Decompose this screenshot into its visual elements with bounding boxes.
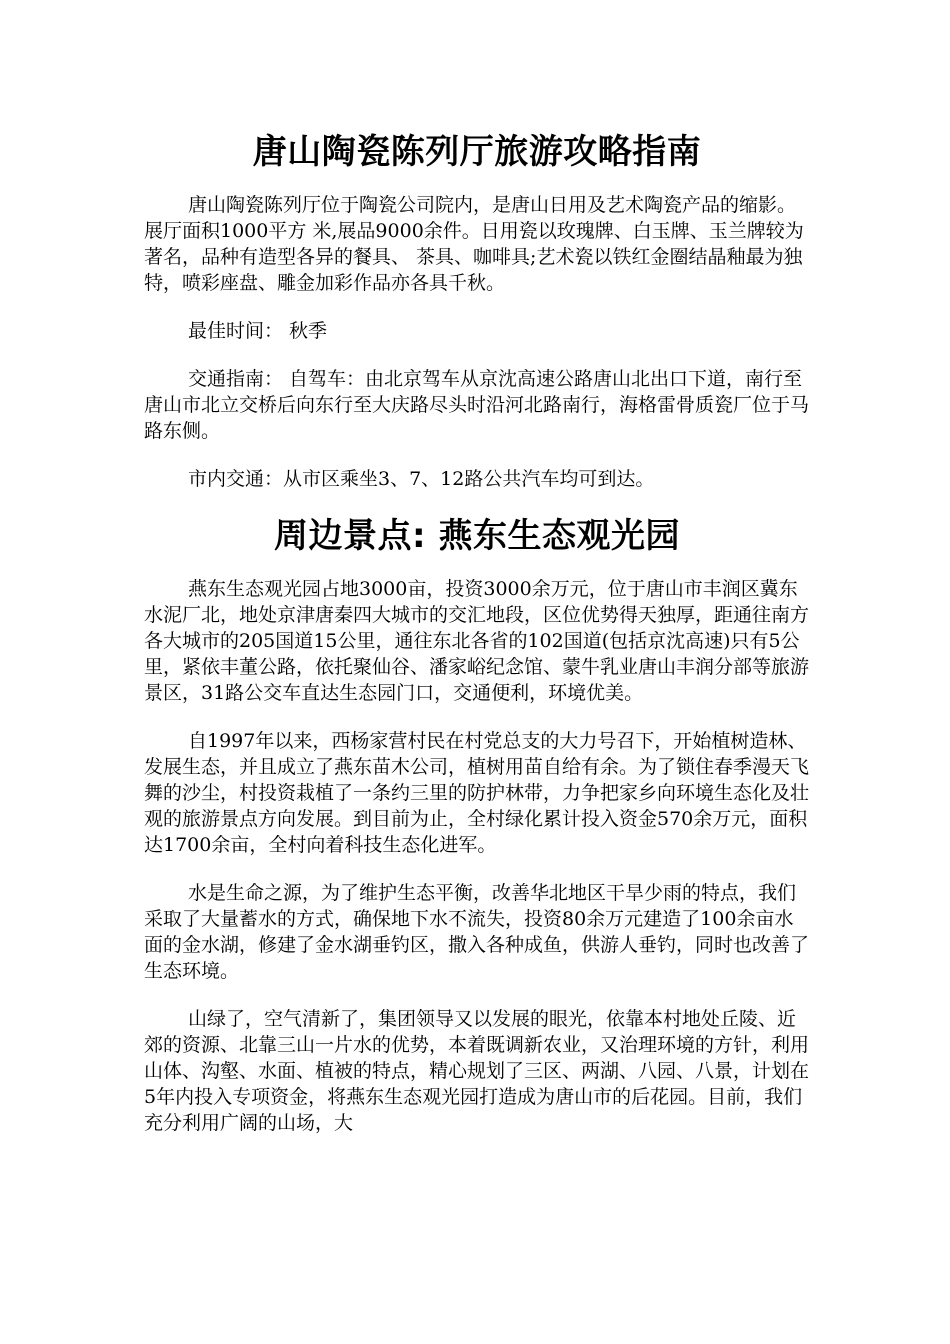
document-page bbox=[144, 0, 810, 1136]
best-time-paragraph: 最佳时间： 秋季 bbox=[188, 320, 328, 342]
body-paragraph-4: 山绿了，空气清新了，集团领导又以发展的眼光，依靠本村地处丘陵、近郊的资源、北靠三山一片水的优势，本着既调新农业，又治理环境的方针，利用山体、沟壑、水面、植被的特点，精心规划了三区、两湖、八园、八景，计划在5年内投入专项资金，将燕东生态观光园打造成为唐山市的后花园。目前，我们充分利用广阔的山场，大 bbox=[144, 1008, 810, 1134]
section-title: 周边景点: 燕东生态观光园 bbox=[274, 516, 680, 556]
body-paragraph-2: 自1997年以来，西杨家营村民在村党总支的大力号召下，开始植树造林、发展生态，并且成立了燕东苗木公司，植树用苗自给有余。为了锁住春季漫天飞舞的沙尘，村投资栽植了一条约三里的防护林带，力争把家乡向环境生态化及壮观的旅游景点方向发展。到目前为止，全村绿化累计投入资金570余万元，面积达1700余亩，全村向着科技生态化进军。 bbox=[144, 730, 810, 856]
page-title: 唐山陶瓷陈列厅旅游攻略指南 bbox=[252, 132, 702, 172]
body-paragraph-3: 水是生命之源，为了维护生态平衡，改善华北地区干旱少雨的特点，我们采取了大量蓄水的方式，确保地下水不流失，投资80余万元建造了100余亩水面的金水湖，修建了金水湖垂钓区，撒入各种成鱼，供游人垂钓，同时也改善了生态环境。 bbox=[144, 882, 810, 982]
intro-paragraph: 唐山陶瓷陈列厅位于陶瓷公司院内，是唐山日用及艺术陶瓷产品的缩影。展厅面积1000平方 米,展品9000余件。日用瓷以玫瑰牌、白玉牌、玉兰牌较为著名，品种有造型各异的餐具、 茶具、咖啡具;艺术瓷以铁红金圈结晶釉最为独特，喷彩座盘、雕金加彩作品亦各具千秋。 bbox=[144, 194, 804, 294]
city-transport-paragraph: 市内交通：从市区乘坐3、7、12路公共汽车均可到达。 bbox=[188, 468, 655, 490]
transport-paragraph: 交通指南： 自驾车：由北京驾车从京沈高速公路唐山北出口下道，南行至唐山市北立交桥后向东行至大庆路尽头时沿河北路南行，海格雷骨质瓷厂位于马路东侧。 bbox=[144, 368, 810, 442]
body-paragraph-1: 燕东生态观光园占地3000亩，投资3000余万元，位于唐山市丰润区冀东水泥厂北，地处京津唐秦四大城市的交汇地段，区位优势得天独厚，距通往南方各大城市的205国道15公里，通往东北各省的102国道(包括京沈高速)只有5公里，紧依丰董公路，依托聚仙谷、潘家峪纪念馆、蒙牛乳业唐山丰润分部等旅游景区，31路公交车直达生态园门口，交通便利，环境优美。 bbox=[144, 578, 810, 704]
